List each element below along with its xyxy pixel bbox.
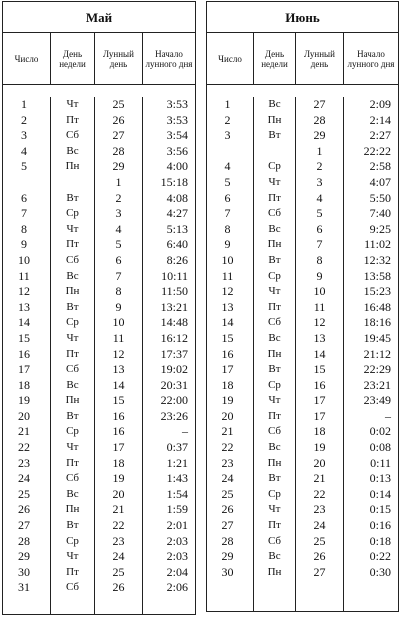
lunar-start-cell: –	[385, 408, 391, 423]
date-cell: 3	[21, 128, 27, 143]
weekday-cell: Пн	[267, 456, 282, 469]
weekday-cell: Ср	[268, 378, 281, 391]
date-cell: 27	[221, 518, 234, 533]
date-cell: 2	[21, 112, 27, 127]
date-cell: 29	[18, 549, 30, 564]
date-cell: 22	[221, 440, 234, 455]
date-cell: 18	[18, 377, 30, 392]
header-lunar-day: Лунный день	[295, 33, 343, 84]
weekday-cell: Чт	[66, 222, 79, 235]
date-cell: 13	[221, 299, 234, 314]
may-table-body	[3, 85, 195, 614]
lunar-day-cell: 6	[115, 252, 122, 267]
date-cell: 16	[221, 346, 234, 361]
date-cell: 24	[18, 471, 30, 486]
date-cell: 25	[221, 486, 234, 501]
lunar-day-cell: 3	[316, 174, 323, 189]
weekday-cell: Вс	[268, 222, 281, 235]
weekday-cell	[254, 144, 295, 160]
weekday-cell: Вс	[66, 378, 79, 391]
weekday-cell: Вс	[66, 269, 79, 282]
weekday-cell: Сб	[65, 129, 80, 142]
weekday-cell: Вт	[66, 409, 79, 422]
date-cell: 24	[221, 471, 234, 486]
lunar-start-cell: 0:22	[369, 549, 391, 564]
lunar-day-cell: 8	[115, 284, 122, 299]
date-cell: 15	[221, 330, 234, 345]
lunar-day-cell: 29	[112, 159, 125, 174]
lunar-day-cell: 12	[112, 346, 125, 361]
lunar-start-cell: 1:54	[166, 486, 188, 501]
date-cell: 29	[221, 549, 234, 564]
date-cell: 17	[18, 362, 30, 377]
lunar-start-cell: 2:06	[166, 580, 188, 595]
june-lunar-start-column	[343, 97, 398, 611]
lunar-day-cell: 21	[313, 471, 326, 486]
weekday-cell: Ср	[66, 534, 79, 547]
date-cell: 1	[224, 97, 231, 111]
date-cell: 31	[18, 580, 30, 595]
date-cell: 15	[18, 330, 30, 345]
weekday-cell: Пт	[268, 300, 281, 313]
date-cell: 21	[18, 424, 30, 439]
may-lunar-start-column	[142, 97, 195, 614]
weekday-cell: Чт	[268, 175, 281, 188]
lunar-day-cell: 11	[313, 299, 326, 314]
lunar-day-cell: 16	[112, 408, 125, 423]
lunar-start-cell: 11:50	[161, 284, 188, 299]
lunar-day-cell: 24	[313, 518, 326, 533]
lunar-day-cell: 18	[313, 424, 326, 439]
date-cell: 5	[21, 159, 27, 174]
date-cell: 7	[224, 206, 231, 221]
lunar-start-cell: 0:08	[369, 440, 391, 455]
lunar-start-cell: 4:27	[166, 206, 188, 221]
weekday-cell	[51, 175, 94, 191]
date-cell: 25	[18, 486, 30, 501]
date-cell: 10	[18, 252, 30, 267]
lunar-day-cell: 28	[112, 143, 125, 158]
lunar-start-cell: 0:18	[369, 533, 391, 548]
weekday-cell: Вт	[268, 253, 281, 266]
lunar-start-cell: 0:15	[369, 502, 391, 517]
lunar-day-cell: 8	[316, 252, 323, 267]
date-cell: 8	[224, 221, 231, 236]
may-table	[2, 1, 196, 615]
lunar-day-cell: 24	[112, 549, 125, 564]
weekday-cell: Сб	[267, 316, 282, 329]
lunar-day-cell: 6	[316, 221, 323, 236]
lunar-start-cell: 10:11	[161, 268, 188, 283]
date-cell: 20	[18, 408, 30, 423]
weekday-cell: Пт	[268, 191, 281, 204]
lunar-start-cell: 16:48	[363, 299, 391, 314]
may-weekday-column	[50, 97, 94, 614]
lunar-day-cell: 9	[316, 268, 323, 283]
date-cell: 18	[221, 377, 234, 392]
may-title: Май	[3, 2, 195, 33]
weekday-cell: Вс	[268, 550, 281, 563]
lunar-start-cell: 22:22	[363, 143, 391, 158]
date-cell: 23	[221, 455, 234, 470]
lunar-start-cell: 1:59	[166, 502, 188, 517]
lunar-start-cell: 0:30	[369, 564, 391, 579]
lunar-day-cell: 19	[313, 440, 326, 455]
lunar-day-cell: 17	[313, 393, 326, 408]
date-cell	[207, 144, 253, 160]
may-header-row	[3, 33, 195, 85]
lunar-start-cell: 0:13	[369, 471, 391, 486]
may-lunar-day-column	[94, 97, 142, 614]
date-cell: 1	[21, 97, 27, 111]
weekday-cell: Чт	[268, 503, 281, 516]
lunar-day-cell: 19	[112, 471, 125, 486]
may-date-column	[3, 97, 50, 614]
weekday-cell: Пн	[267, 565, 282, 578]
lunar-start-cell: 17:37	[160, 346, 188, 361]
date-cell: 7	[21, 206, 27, 221]
lunar-start-cell: 0:02	[369, 424, 391, 439]
header-date: Число	[14, 53, 39, 64]
date-cell	[3, 175, 50, 191]
weekday-cell: Вс	[66, 144, 79, 157]
lunar-start-cell: 15:23	[363, 284, 391, 299]
header-lunar-start: Начало лунного дня	[343, 33, 398, 84]
lunar-day-cell: 15	[313, 362, 326, 377]
date-cell: 4	[224, 159, 231, 174]
header-lunar-day: Лунный день	[94, 33, 142, 84]
lunar-start-cell: 0:14	[369, 486, 391, 501]
lunar-day-cell: 7	[316, 237, 323, 252]
weekday-cell: Ср	[268, 269, 281, 282]
lunar-start-cell: 4:08	[166, 190, 188, 205]
date-cell: 21	[221, 424, 234, 439]
date-cell: 9	[224, 237, 231, 252]
weekday-cell: Чт	[66, 331, 79, 344]
date-cell: 9	[21, 237, 27, 252]
lunar-day-cell: 4	[316, 190, 323, 205]
weekday-cell: Вс	[268, 441, 281, 454]
lunar-day-cell: 27	[313, 564, 326, 579]
lunar-start-cell: 23:21	[363, 377, 391, 392]
lunar-day-cell: 29	[313, 128, 326, 143]
lunar-day-cell: 26	[112, 580, 125, 595]
lunar-day-cell: 12	[313, 315, 326, 330]
june-header-row	[207, 33, 398, 85]
lunar-start-cell: 11:02	[364, 237, 391, 252]
date-cell: 5	[224, 174, 231, 189]
date-cell: 13	[18, 299, 30, 314]
june-lunar-day-column	[295, 97, 343, 611]
date-cell: 30	[221, 564, 234, 579]
weekday-cell: Сб	[65, 253, 80, 266]
weekday-cell: Сб	[267, 207, 282, 220]
date-cell: 30	[18, 564, 30, 579]
lunar-start-cell: 4:00	[166, 159, 188, 174]
weekday-cell: Сб	[65, 363, 80, 376]
date-cell: 6	[224, 190, 231, 205]
lunar-day-cell: 25	[112, 564, 125, 579]
lunar-day-cell: 21	[112, 502, 125, 517]
lunar-day-cell: 25	[313, 533, 326, 548]
header-weekday: День недели	[50, 33, 94, 84]
lunar-start-cell: 3:53	[166, 97, 188, 111]
lunar-day-cell: 22	[112, 518, 125, 533]
lunar-start-cell: 5:13	[166, 221, 188, 236]
date-cell: 3	[224, 128, 231, 143]
lunar-start-cell: 16:12	[160, 330, 188, 345]
lunar-day-cell: 17	[112, 440, 125, 455]
lunar-start-cell: 22:00	[160, 393, 188, 408]
weekday-cell: Сб	[267, 534, 282, 547]
weekday-cell: Пн	[65, 160, 80, 173]
lunar-day-cell: 5	[316, 206, 323, 221]
lunar-start-cell: –	[182, 424, 188, 439]
date-cell: 12	[221, 284, 234, 299]
lunar-day-cell: 15	[112, 393, 125, 408]
weekday-cell: Чт	[66, 441, 79, 454]
lunar-start-cell: 2:09	[369, 97, 391, 111]
lunar-start-cell: 7:40	[369, 206, 391, 221]
lunar-start-cell: 2:27	[369, 128, 391, 143]
header-weekday: День недели	[253, 33, 295, 84]
lunar-start-cell: 2:03	[166, 549, 188, 564]
date-cell: 19	[18, 393, 30, 408]
weekday-cell: Чт	[268, 285, 281, 298]
lunar-day-cell: 27	[313, 97, 326, 111]
june-table	[206, 1, 399, 612]
weekday-cell: Вс	[268, 98, 281, 110]
lunar-day-cell: 28	[313, 112, 326, 127]
date-cell: 4	[21, 143, 27, 158]
weekday-cell: Чт	[268, 394, 281, 407]
weekday-cell: Пт	[66, 238, 79, 251]
lunar-start-cell: 21:12	[363, 346, 391, 361]
lunar-start-cell: 0:37	[166, 440, 188, 455]
lunar-day-cell: 23	[313, 502, 326, 517]
lunar-day-cell: 26	[313, 549, 326, 564]
date-cell: 2	[224, 112, 231, 127]
weekday-cell: Ср	[268, 487, 281, 500]
weekday-cell: Пн	[65, 285, 80, 298]
lunar-day-cell: 2	[115, 190, 122, 205]
lunar-start-cell: 2:14	[369, 112, 391, 127]
lunar-day-cell: 20	[313, 455, 326, 470]
lunar-start-cell: 12:32	[363, 252, 391, 267]
lunar-start-cell: 3:54	[166, 128, 188, 143]
date-cell: 17	[221, 362, 234, 377]
weekday-cell: Пт	[66, 113, 79, 126]
weekday-cell: Ср	[66, 425, 79, 438]
lunar-day-cell: 1	[316, 143, 323, 158]
weekday-cell: Пт	[268, 409, 281, 422]
lunar-day-cell: 22	[313, 486, 326, 501]
lunar-day-cell: 20	[112, 486, 125, 501]
lunar-start-cell: 14:48	[160, 315, 188, 330]
weekday-cell: Чт	[66, 98, 79, 110]
weekday-cell: Вт	[268, 363, 281, 376]
date-cell: 6	[21, 190, 27, 205]
weekday-cell: Пт	[268, 519, 281, 532]
weekday-cell: Пн	[65, 394, 80, 407]
lunar-day-cell: 14	[112, 377, 125, 392]
lunar-start-cell: 0:16	[369, 518, 391, 533]
date-cell: 19	[221, 393, 234, 408]
date-cell: 20	[221, 408, 234, 423]
lunar-start-cell: 2:03	[166, 533, 188, 548]
lunar-day-cell: 2	[316, 159, 323, 174]
weekday-cell: Вт	[66, 519, 79, 532]
lunar-start-cell: 3:53	[166, 112, 188, 127]
date-cell: 26	[221, 502, 234, 517]
lunar-start-cell: 6:40	[166, 237, 188, 252]
lunar-start-cell: 0:11	[370, 455, 391, 470]
lunar-start-cell: 23:49	[363, 393, 391, 408]
date-cell: 22	[18, 440, 30, 455]
lunar-start-cell: 2:01	[166, 518, 188, 533]
lunar-day-cell: 18	[112, 455, 125, 470]
lunar-day-cell: 9	[115, 299, 122, 314]
june-table-body	[207, 85, 398, 611]
june-date-column	[207, 97, 253, 611]
date-cell: 8	[21, 221, 27, 236]
lunar-start-cell: 19:02	[160, 362, 188, 377]
weekday-cell: Вт	[268, 472, 281, 485]
date-cell: 28	[18, 533, 30, 548]
header-date: Число	[218, 53, 242, 64]
date-cell: 11	[221, 268, 234, 283]
date-cell: 16	[18, 346, 30, 361]
lunar-day-cell: 13	[112, 362, 125, 377]
weekday-cell: Пн	[267, 347, 282, 360]
lunar-start-cell: 4:07	[369, 174, 391, 189]
lunar-day-cell: 16	[313, 377, 326, 392]
weekday-cell: Вс	[66, 487, 79, 500]
lunar-start-cell: 18:16	[363, 315, 391, 330]
weekday-cell: Вт	[268, 129, 281, 142]
lunar-day-cell: 27	[112, 128, 125, 143]
date-cell: 14	[221, 315, 234, 330]
lunar-start-cell: 1:43	[166, 471, 188, 486]
lunar-start-cell: 15:18	[160, 174, 188, 189]
lunar-start-cell: 5:50	[369, 190, 391, 205]
lunar-start-cell: 2:58	[369, 159, 391, 174]
weekday-cell: Сб	[267, 425, 282, 438]
weekday-cell: Вт	[66, 300, 79, 313]
date-cell: 23	[18, 455, 30, 470]
weekday-cell: Пн	[267, 238, 282, 251]
date-cell: 10	[221, 252, 234, 267]
weekday-cell: Пн	[65, 503, 80, 516]
lunar-start-cell: 19:45	[363, 330, 391, 345]
weekday-cell: Сб	[65, 472, 80, 485]
lunar-start-cell: 1:21	[166, 455, 188, 470]
lunar-start-cell: 8:26	[166, 252, 188, 267]
lunar-day-cell: 26	[112, 112, 125, 127]
lunar-day-cell: 13	[313, 330, 326, 345]
weekday-cell: Ср	[66, 316, 79, 329]
weekday-cell: Сб	[65, 581, 80, 594]
lunar-day-cell: 14	[313, 346, 326, 361]
weekday-cell: Ср	[66, 207, 79, 220]
weekday-cell: Чт	[66, 550, 79, 563]
header-lunar-start: Начало лунного дня	[142, 33, 195, 84]
date-cell: 11	[18, 268, 30, 283]
june-title: Июнь	[207, 2, 398, 33]
june-weekday-column	[253, 97, 295, 611]
weekday-cell: Вс	[268, 331, 281, 344]
lunar-start-cell: 3:56	[166, 143, 188, 158]
lunar-day-cell: 17	[313, 408, 326, 423]
date-cell: 26	[18, 502, 30, 517]
date-cell: 14	[18, 315, 30, 330]
weekday-cell: Пт	[66, 565, 79, 578]
date-cell: 12	[18, 284, 30, 299]
lunar-day-cell: 5	[115, 237, 122, 252]
lunar-day-cell: 23	[112, 533, 125, 548]
lunar-start-cell: 9:25	[369, 221, 391, 236]
lunar-day-cell: 1	[115, 174, 122, 189]
lunar-start-cell: 22:29	[363, 362, 391, 377]
lunar-day-cell: 11	[112, 330, 125, 345]
lunar-day-cell: 25	[112, 97, 125, 111]
lunar-start-cell: 20:31	[160, 377, 188, 392]
lunar-start-cell: 23:26	[160, 408, 188, 423]
lunar-start-cell: 13:58	[363, 268, 391, 283]
lunar-day-cell: 3	[115, 206, 122, 221]
lunar-day-cell: 7	[115, 268, 122, 283]
weekday-cell: Вт	[66, 191, 79, 204]
weekday-cell: Ср	[268, 160, 281, 173]
lunar-day-cell: 16	[112, 424, 125, 439]
lunar-day-cell: 10	[313, 284, 326, 299]
date-cell: 27	[18, 518, 30, 533]
lunar-day-cell: 4	[115, 221, 122, 236]
weekday-cell: Пт	[66, 347, 79, 360]
weekday-cell: Пт	[66, 456, 79, 469]
lunar-day-cell: 10	[112, 315, 125, 330]
weekday-cell: Пн	[267, 113, 282, 126]
date-cell: 28	[221, 533, 234, 548]
lunar-start-cell: 2:04	[166, 564, 188, 579]
lunar-start-cell: 13:21	[160, 299, 188, 314]
